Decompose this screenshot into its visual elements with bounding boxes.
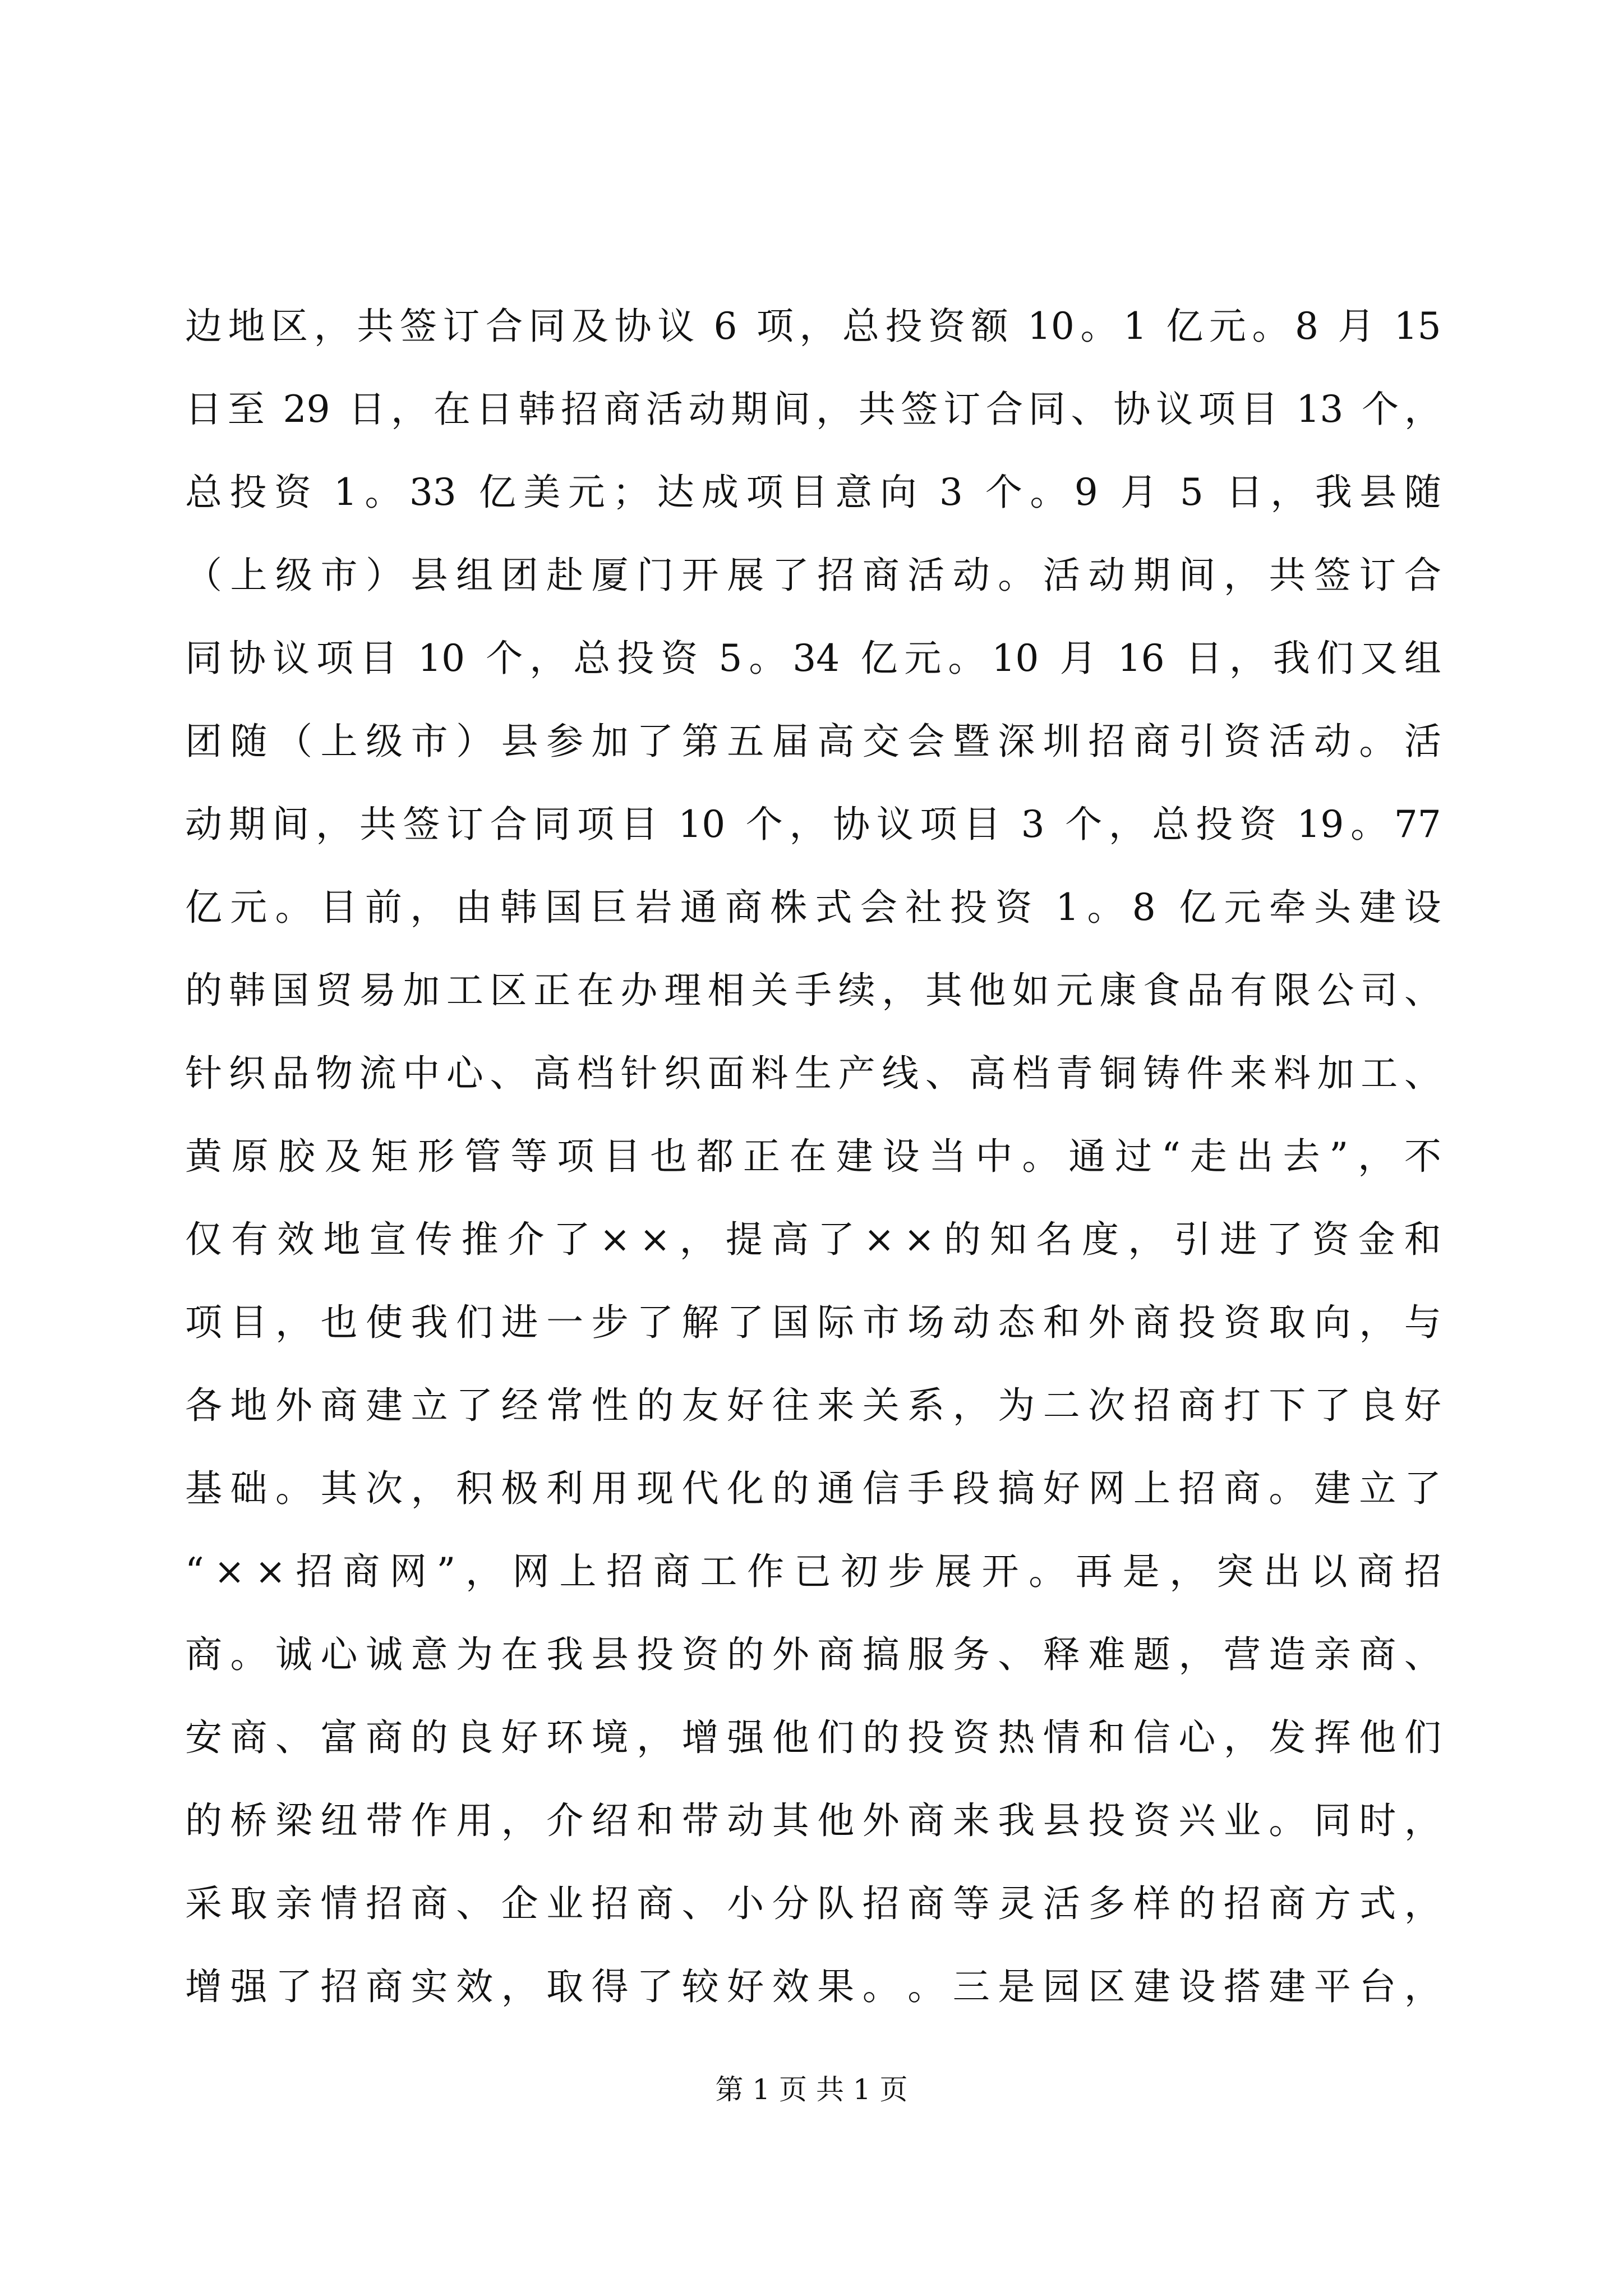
- text-line: 同 协 议 项 目 10 个 ， 总 投 资 5 。 34 亿 元 。 10 月 16 日 ， 我 们 又 组: [185, 637, 1441, 680]
- text-line: 的 韩 国 贸 易 加 工 区 正 在 办 理 相 关 手 续 ， 其 他 如 元 康 食 品 有 限 公 司 、: [185, 969, 1441, 1012]
- text-line: 项 目 ， 也 使 我 们 进 一 步 了 解 了 国 际 市 场 动 态 和 外 商 投 资 取 向 ， 与: [185, 1301, 1441, 1344]
- text-line: 总 投 资 1 。 33 亿 美 元 ； 达 成 项 目 意 向 3 个 。 9 月 5 日 ， 我 县 随: [185, 471, 1441, 514]
- text-line: 针 织 品 物 流 中 心 、 高 档 针 织 面 料 生 产 线 、 高 档 青 铜 铸 件 来 料 加 工 、: [185, 1052, 1441, 1095]
- text-line: （ 上 级 市 ） 县 组 团 赴 厦 门 开 展 了 招 商 活 动 。 活 动 期 间 ， 共 签 订 合: [185, 554, 1441, 597]
- text-line: 团 随 （ 上 级 市 ） 县 参 加 了 第 五 届 高 交 会 暨 深 圳 招 商 引 资 活 动 。 活: [185, 720, 1441, 763]
- text-line: 安 商 、 富 商 的 良 好 环 境 ， 增 强 他 们 的 投 资 热 情 和 信 心 ， 发 挥 他 们: [185, 1716, 1441, 1759]
- text-line: 亿 元 。 目 前 ， 由 韩 国 巨 岩 通 商 株 式 会 社 投 资 1 。 8 亿 元 牵 头 建 设: [185, 886, 1441, 929]
- text-line: 商 。 诚 心 诚 意 为 在 我 县 投 资 的 外 商 搞 服 务 、 释 难 题 ， 营 造 亲 商 、: [185, 1633, 1441, 1676]
- body-text: [185, 285, 1441, 2028]
- text-line: 边 地 区 ， 共 签 订 合 同 及 协 议 6 项 ， 总 投 资 额 10 。 1 亿 元 。 8 月 15: [185, 305, 1441, 348]
- text-line: 基 础 。 其 次 ， 积 极 利 用 现 代 化 的 通 信 手 段 搞 好 网 上 招 商 。 建 立 了: [185, 1467, 1441, 1510]
- text-line: 黄 原 胶 及 矩 形 管 等 项 目 也 都 正 在 建 设 当 中 。 通 过 “ 走 出 去 ” ， 不: [185, 1135, 1441, 1178]
- text-line: 动 期 间 ， 共 签 订 合 同 项 目 10 个 ， 协 议 项 目 3 个 ， 总 投 资 19 。 77: [185, 803, 1441, 846]
- text-line: 各 地 外 商 建 立 了 经 常 性 的 友 好 往 来 关 系 ， 为 二 次 招 商 打 下 了 良 好: [185, 1384, 1441, 1427]
- page-footer: 第 1 页 共 1 页: [715, 2073, 908, 2106]
- text-line: 增 强 了 招 商 实 效 ， 取 得 了 较 好 效 果 。 。 三 是 园 区 建 设 搭 建 平 台 ，: [185, 1965, 1441, 2008]
- text-line: 采 取 亲 情 招 商 、 企 业 招 商 、 小 分 队 招 商 等 灵 活 多 样 的 招 商 方 式 ，: [185, 1882, 1441, 1925]
- text-line: 日 至 29 日 ， 在 日 韩 招 商 活 动 期 间 ， 共 签 订 合 同 、 协 议 项 目 13 个 ，: [185, 388, 1441, 431]
- text-line: 的 桥 梁 纽 带 作 用 ， 介 绍 和 带 动 其 他 外 商 来 我 县 投 资 兴 业 。 同 时 ，: [185, 1799, 1441, 1842]
- text-line: “ × × 招 商 网 ” ， 网 上 招 商 工 作 已 初 步 展 开 。 再 是 ， 突 出 以 商 招: [185, 1550, 1441, 1593]
- text-line: 仅 有 效 地 宣 传 推 介 了 × × ， 提 高 了 × × 的 知 名 度 ， 引 进 了 资 金 和: [185, 1218, 1441, 1261]
